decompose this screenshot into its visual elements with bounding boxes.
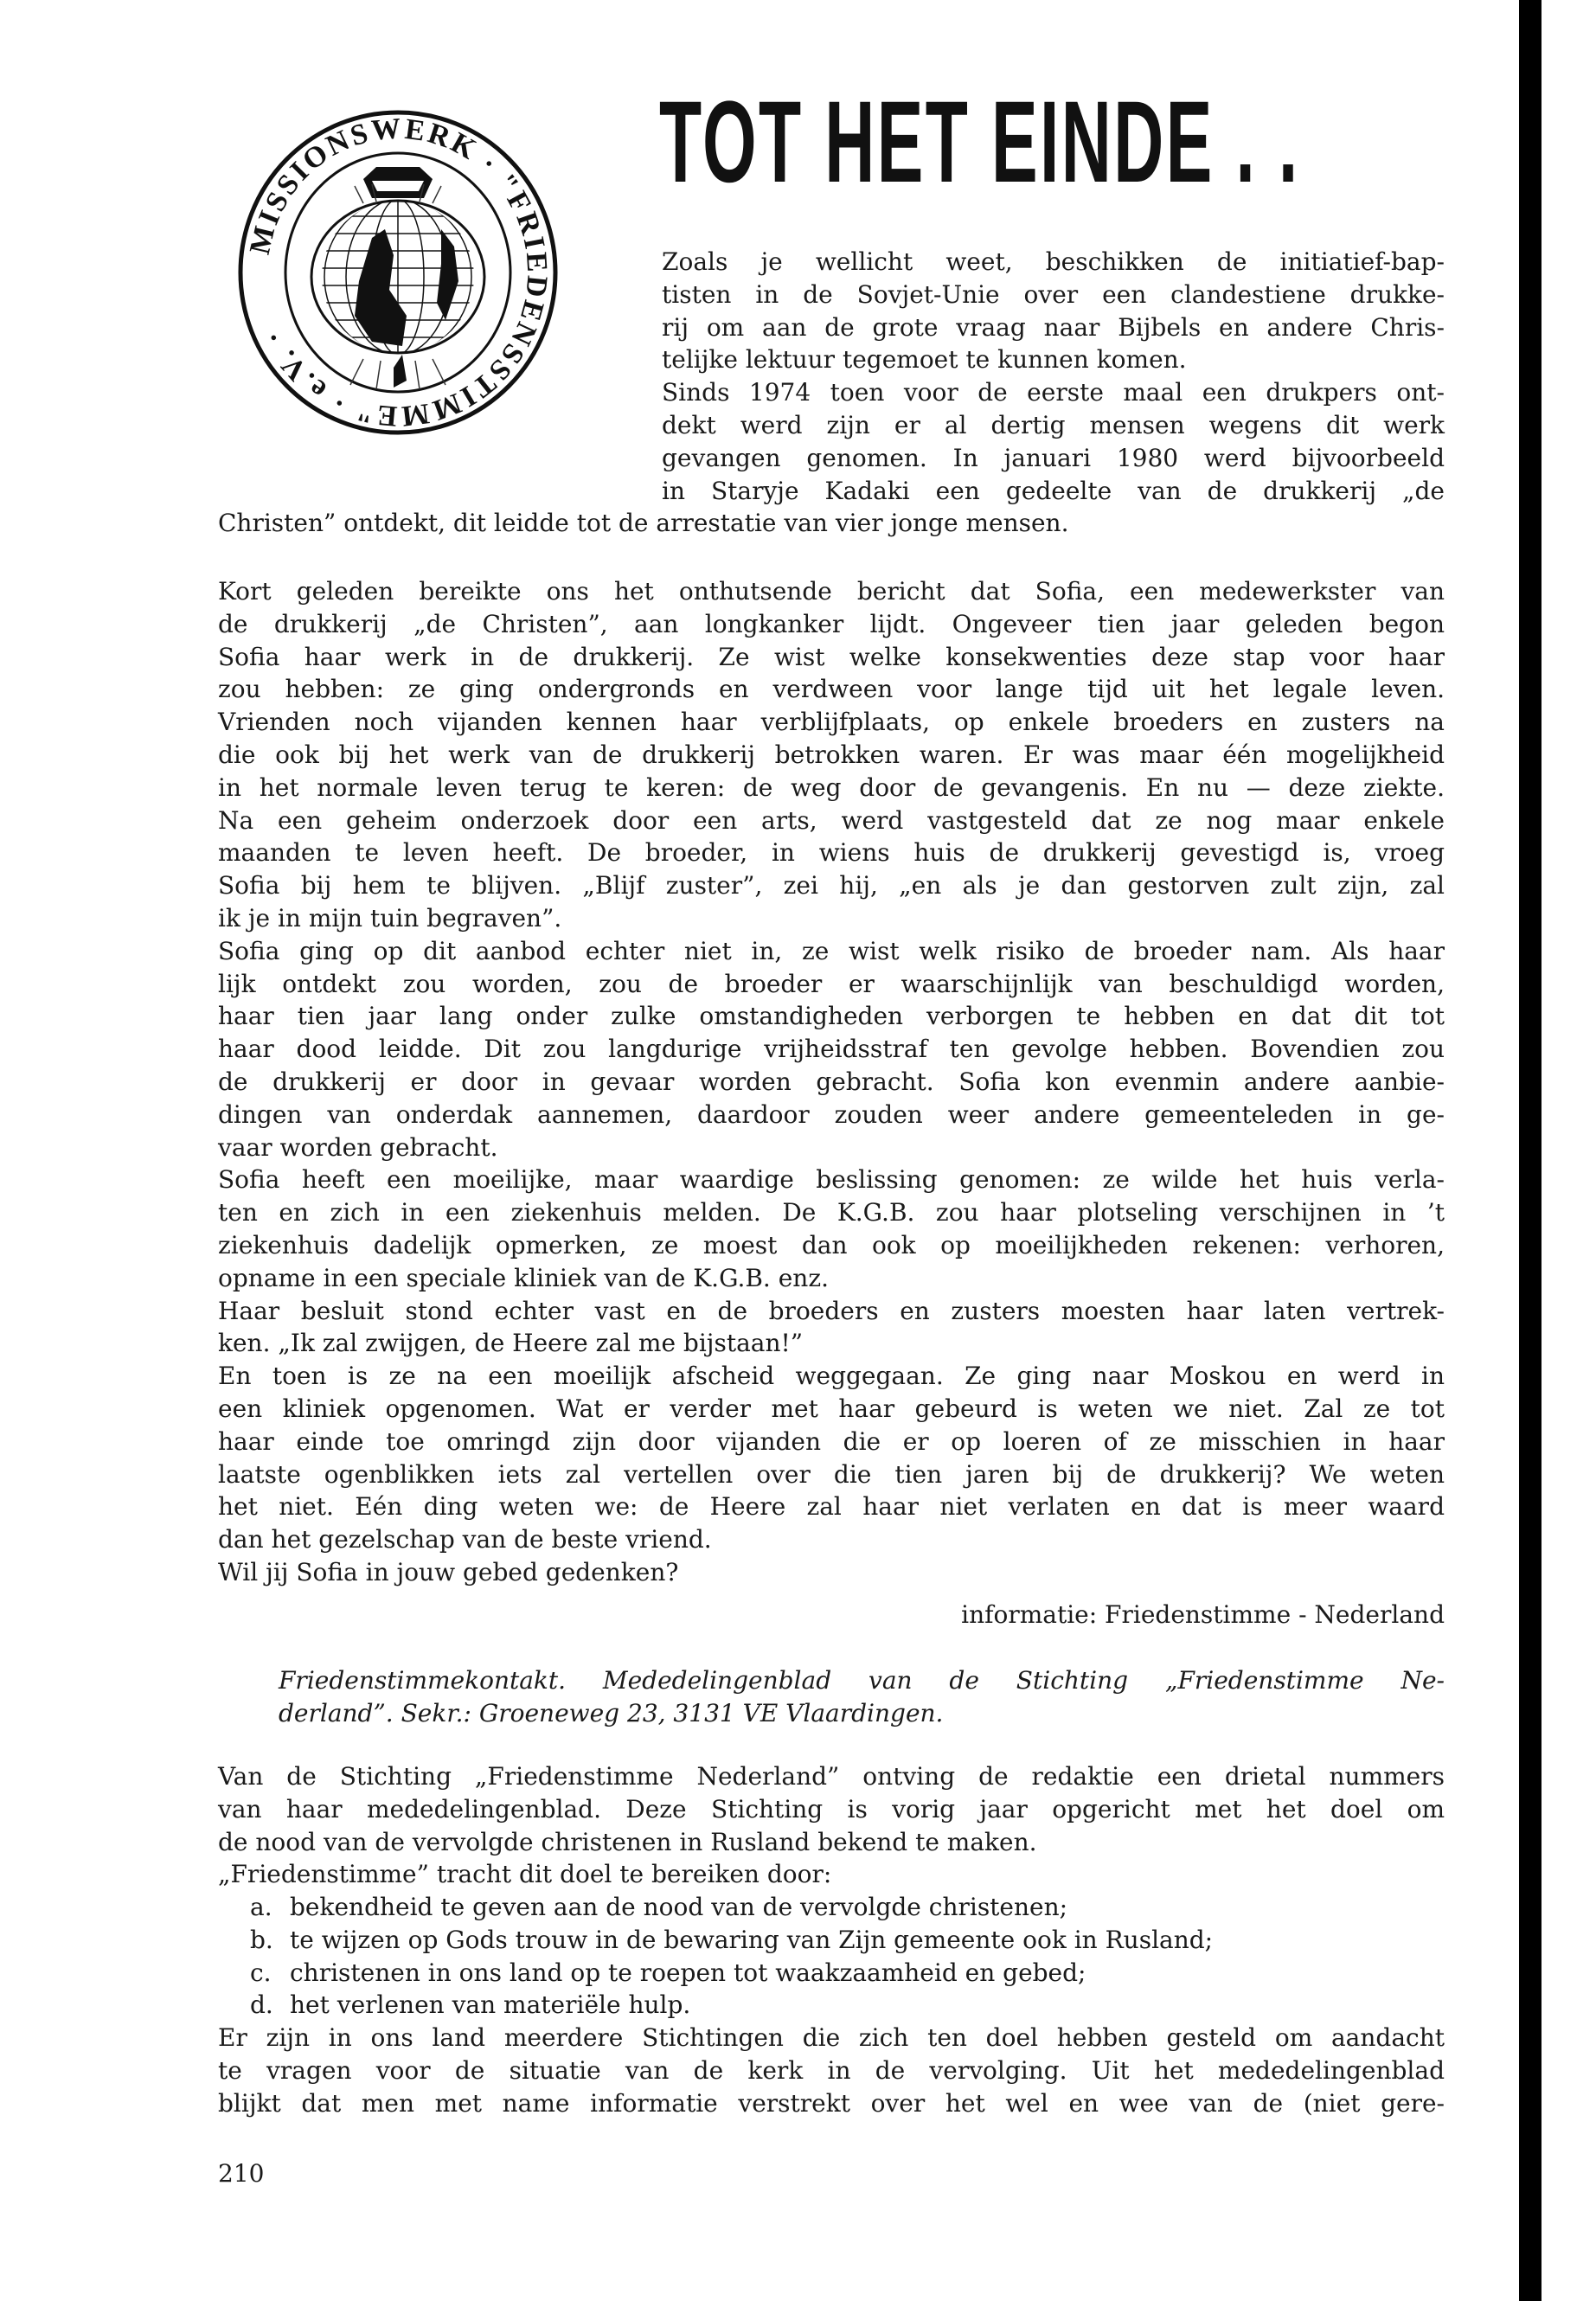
text-line: Haar besluit stond echter vast en de broeders en zusters moesten haar laten vertrek- (218, 1296, 1445, 1325)
text-line: Sinds 1974 toen voor de eerste maal een drukpers ont- (662, 378, 1445, 407)
text-line: Zoals je wellicht weet, beschikken de initiatief-bap- (662, 247, 1445, 276)
text-line: in het normale leven terug te keren: de weg door de gevangenis. En nu — deze ziekte. (218, 772, 1445, 802)
text-line: ken. „Ik zal zwijgen, de Heere zal me bijstaan!” (218, 1329, 804, 1358)
page-number: 210 (218, 2159, 265, 2188)
list-item (250, 1891, 1444, 1924)
text-line: het niet. Eén ding weten we: de Heere zal haar niet verlaten en dat is meer waard (218, 1492, 1445, 1522)
text-line: opname in een speciale kliniek van de K.G.B. enz. (218, 1263, 829, 1292)
text-line: Vrienden noch vijanden kennen haar verblijfplaats, op enkele broeders en zusters na (218, 708, 1445, 737)
source-credit: informatie: Friedenstimme - Nederland (961, 1600, 1445, 1629)
text-line: telijke lektuur tegemoet te kunnen komen. (662, 345, 1187, 375)
text-line: rij om aan de grote vraag naar Bijbels en andere Chris- (662, 312, 1445, 342)
text-line: Sofia ging op dit aanbod echter niet in, ze wist welk risiko de broeder nam. Als haar (218, 936, 1445, 965)
text-line: Kort geleden bereikte ons het onthutsende bericht dat Sofia, een medewerkster van (218, 577, 1445, 606)
missionswerk-seal-logo (234, 108, 562, 437)
text-line: dingen van onderdak aannemen, daardoor zouden weer andere gemeenteleden in ge- (218, 1099, 1445, 1129)
text-line: Van de Stichting „Friedenstimme Nederland” ontving de redaktie een drietal nummers (218, 1762, 1445, 1791)
text-line: Friedenstimmekontakt. Mededelingenblad van de Stichting „Friedenstimme Ne- (279, 1666, 1445, 1695)
text-line: Sofia bij hem te blijven. „Blijf zuster”, zei hij, „en als je dan gestorven zult zijn, zal (218, 871, 1445, 901)
list-item-text: christenen in ons land op te roepen tot waakzaamheid en gebed; (290, 1958, 1086, 1987)
list-marker: a. (250, 1893, 272, 1921)
text-line: Na een geheim onderzoek door een arts, werd vastgesteld dat ze nog maar enkele (218, 805, 1445, 835)
page-edge-bar (1519, 0, 1542, 2301)
text-line: dekt werd zijn er al dertig mensen wegens dit werk (662, 411, 1445, 439)
text-line: de drukkerij er door in gevaar worden gebracht. Sofia kon evenmin andere aanbie- (218, 1067, 1445, 1096)
text-line: Wil jij Sofia in jouw gebed gedenken? (218, 1558, 679, 1586)
text-line: ik je in mijn tuin begraven”. (218, 904, 562, 933)
list-item-text: te wijzen op Gods trouw in de bewaring van Zijn gemeente ook in Rusland; (290, 1925, 1214, 1954)
svg-text:MISSIONSWERK · "FRIEDENSSTIMME: MISSIONSWERK · "FRIEDENSSTIMME" · e.V. · (243, 112, 554, 433)
text-line: laatste ogenblikken iets zal vertellen over die tien jaren bij de drukkerij? We weten (218, 1459, 1445, 1489)
text-line: tisten in de Sovjet-Unie over een clandestiene drukke- (662, 279, 1445, 309)
list-item (250, 1957, 1444, 1990)
text-line: vaar worden gebracht. (218, 1132, 498, 1162)
text-line: zou hebben: ze ging ondergronds en verdween voor lange tijd uit het legale leven. (218, 675, 1445, 704)
list-item-text: bekendheid te geven aan de nood van de vervolgde christenen; (290, 1893, 1068, 1921)
text-line: gevangen genomen. In januari 1980 werd bijvoorbeeld (662, 443, 1445, 472)
text-line: blijkt dat men met name informatie verstrekt over het wel en wee van de (niet gere- (218, 2088, 1445, 2118)
text-line: die ook bij het werk van de drukkerij betrokken waren. Er was maar één mogelijkheid (218, 740, 1445, 769)
text-line: Er zijn in ons land meerdere Stichtingen die zich ten doel hebben gesteld om aandacht (218, 2023, 1445, 2052)
text-line: haar einde toe omringd zijn door vijanden die er op loeren of ze misschien in haar (218, 1426, 1445, 1456)
intro-paragraph-end: Christen” ontdekt, dit leidde tot de arrestatie van vier jonge mensen. (218, 509, 1069, 537)
list-item (250, 1924, 1444, 1957)
text-line: een kliniek opgenomen. Wat er verder met haar gebeurd is weten we niet. Zal ze tot (218, 1394, 1445, 1423)
list-marker: d. (250, 1990, 273, 2020)
text-line: ten en zich in een ziekenhuis melden. De K.G.B. zou haar plotseling verschijnen in ’t (218, 1198, 1445, 1227)
text-line: dan het gezelschap van de beste vriend. (218, 1525, 712, 1554)
article-title: TOT HET EINDE . . (659, 78, 1300, 207)
text-line: lijk ontdekt zou worden, zou de broeder er waarschijnlijk van beschuldigd worden, (218, 969, 1445, 998)
text-line: haar tien jaar lang onder zulke omstandigheden verborgen te hebben en dat dit tot (218, 1002, 1445, 1031)
list-marker: c. (250, 1958, 272, 1987)
text-line: ziekenhuis dadelijk opmerken, ze moest dan ook op moeilijkheden rekenen: verhoren, (218, 1231, 1445, 1259)
text-line: Sofia haar werk in de drukkerij. Ze wist welke konsekwenties deze stap voor haar (218, 642, 1445, 671)
text-line: haar dood leidde. Dit zou langdurige vrijheidsstraf ten gevolge hebben. Bovendien zou (218, 1035, 1445, 1064)
list-item-text: het verlenen van materiële hulp. (290, 1990, 691, 2020)
text-line: maanden te leven heeft. De broeder, in wiens huis de drukkerij gevestigd is, vroeg (218, 838, 1445, 868)
text-line: in Staryje Kadaki een gedeelte van de drukkerij „de (662, 476, 1445, 505)
list-marker: b. (250, 1925, 273, 1954)
list-item (250, 1989, 1444, 2022)
text-line: derland”. Sekr.: Groeneweg 23, 3131 VE Vlaardingen. (279, 1698, 944, 1727)
text-line: van haar mededelingenblad. Deze Stichting is vorig jaar opgericht met het doel om (218, 1794, 1445, 1823)
text-line: de nood van de vervolgde christenen in Rusland bekend te maken. (218, 1827, 1037, 1856)
text-line: te vragen voor de situatie van de kerk in de vervolging. Uit het mededelingenblad (218, 2055, 1445, 2085)
text-line: En toen is ze na een moeilijk afscheid weggegaan. Ze ging naar Moskou en werd in (218, 1362, 1445, 1391)
text-line: de drukkerij „de Christen”, aan longkanker lijdt. Ongeveer tien jaar geleden begon (218, 609, 1445, 638)
text-line: Sofia heeft een moeilijke, maar waardige beslissing genomen: ze wilde het huis verla- (218, 1165, 1445, 1195)
text-line: „Friedenstimme” tracht dit doel te bereiken door: (218, 1860, 832, 1889)
